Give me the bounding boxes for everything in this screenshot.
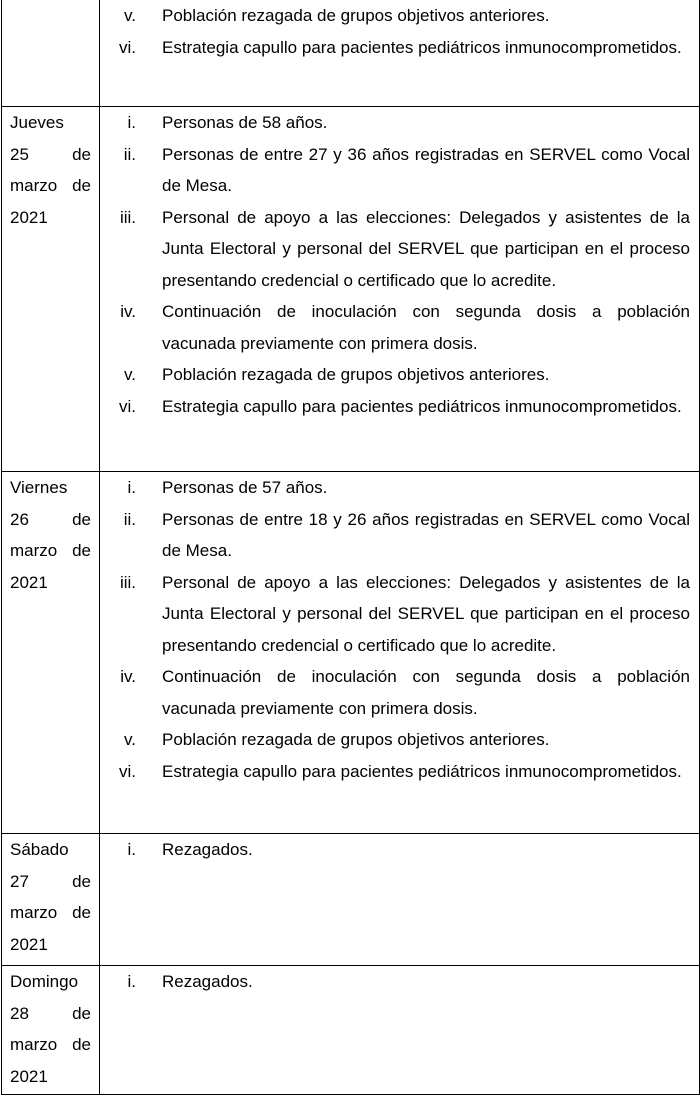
list-item <box>100 0 690 32</box>
date-weekday: Sábado <box>10 840 69 859</box>
items-list <box>100 107 690 422</box>
item-number: i. <box>127 113 136 132</box>
item-text: Población rezagada de grupos objetivos anteriores. <box>162 730 550 749</box>
date-cell <box>2 834 100 966</box>
schedule-row-continuation <box>2 0 700 107</box>
list-item <box>100 139 690 202</box>
item-text: Rezagados. <box>162 840 253 859</box>
items-cell <box>100 472 700 834</box>
list-item <box>100 472 690 504</box>
date-weekday: Jueves <box>10 113 64 132</box>
item-text: Personas de 58 años. <box>162 113 328 132</box>
items-cell <box>100 966 700 1095</box>
items-list <box>100 966 690 998</box>
list-item <box>100 756 690 788</box>
item-text: Estrategia capullo para pacientes pediátricos inmunocomprometidos. <box>162 396 682 416</box>
item-number: v. <box>124 730 136 749</box>
date-cell <box>2 472 100 834</box>
list-item <box>100 966 690 998</box>
list-item <box>100 724 690 756</box>
items-list <box>100 834 690 866</box>
item-text: Personas de entre 18 y 26 años registradas en SERVEL como Vocal de Mesa. <box>162 509 690 560</box>
date-month: marzo de <box>10 1035 91 1054</box>
list-item <box>100 567 690 662</box>
item-text: Personas de entre 27 y 36 años registradas en SERVEL como Vocal de Mesa. <box>162 144 690 195</box>
date-cell <box>2 966 100 1095</box>
item-number: iv. <box>120 667 136 686</box>
item-text: Población rezagada de grupos objetivos anteriores. <box>162 6 550 25</box>
item-text: Estrategia capullo para pacientes pediátricos inmunocomprometidos. <box>162 761 682 781</box>
item-text: Continuación de inoculación con segunda dosis a población vacunada previamente con primera dosis. <box>162 667 690 718</box>
item-number: vi. <box>119 396 136 416</box>
vaccination-schedule-table <box>1 0 700 1095</box>
item-number: iii. <box>119 572 136 592</box>
item-text: Personal de apoyo a las elecciones: Delegados y asistentes de la Junta Electoral y personal del SERVEL que participan en el proceso presentando credencial o certificado que lo acredite. <box>162 572 690 655</box>
date-day: 25 de <box>10 144 91 164</box>
item-number: i. <box>127 478 136 497</box>
item-number: ii. <box>123 509 136 529</box>
item-text: Población rezagada de grupos objetivos anteriores. <box>162 365 550 384</box>
date-month: marzo de <box>10 541 91 560</box>
date-year: 2021 <box>10 207 48 227</box>
date-weekday: Viernes <box>10 478 68 497</box>
item-text: Rezagados. <box>162 972 253 991</box>
item-number: iv. <box>120 302 136 321</box>
date-cell <box>2 107 100 472</box>
date-day: 26 de <box>10 509 91 529</box>
list-item <box>100 661 690 724</box>
item-text: Continuación de inoculación con segunda dosis a población vacunada previamente con primera dosis. <box>162 302 690 353</box>
date-cell-empty <box>2 0 100 107</box>
schedule-row-friday <box>2 472 700 834</box>
list-item <box>100 834 690 866</box>
item-text: Estrategia capullo para pacientes pediátricos inmunocomprometidos. <box>162 37 682 57</box>
items-cell <box>100 0 700 107</box>
list-item <box>100 504 690 567</box>
list-item <box>100 359 690 391</box>
date-day: 28 de <box>10 1003 91 1023</box>
items-cell <box>100 834 700 966</box>
item-number: vi. <box>119 761 136 781</box>
items-list <box>100 0 690 63</box>
date-year: 2021 <box>10 934 48 954</box>
date-year: 2021 <box>10 572 48 592</box>
item-number: v. <box>124 365 136 384</box>
items-list <box>100 472 690 787</box>
date-day: 27 de <box>10 871 91 891</box>
item-number: i. <box>127 840 136 859</box>
list-item <box>100 296 690 359</box>
list-item <box>100 202 690 297</box>
list-item <box>100 32 690 64</box>
item-text: Personal de apoyo a las elecciones: Delegados y asistentes de la Junta Electoral y personal del SERVEL que participan en el proceso presentando credencial o certificado que lo acredite. <box>162 207 690 290</box>
item-text: Personas de 57 años. <box>162 478 328 497</box>
item-number: iii. <box>119 207 136 227</box>
list-item <box>100 391 690 423</box>
item-number: vi. <box>119 37 136 57</box>
items-cell <box>100 107 700 472</box>
list-item <box>100 107 690 139</box>
schedule-row-thursday <box>2 107 700 472</box>
item-number: ii. <box>123 144 136 164</box>
schedule-row-saturday <box>2 834 700 966</box>
item-number: v. <box>124 6 136 25</box>
item-number: i. <box>127 972 136 991</box>
date-month: marzo de <box>10 903 91 922</box>
date-year: 2021 <box>10 1066 48 1086</box>
schedule-row-sunday <box>2 966 700 1095</box>
date-weekday: Domingo <box>10 972 79 991</box>
date-month: marzo de <box>10 176 91 195</box>
